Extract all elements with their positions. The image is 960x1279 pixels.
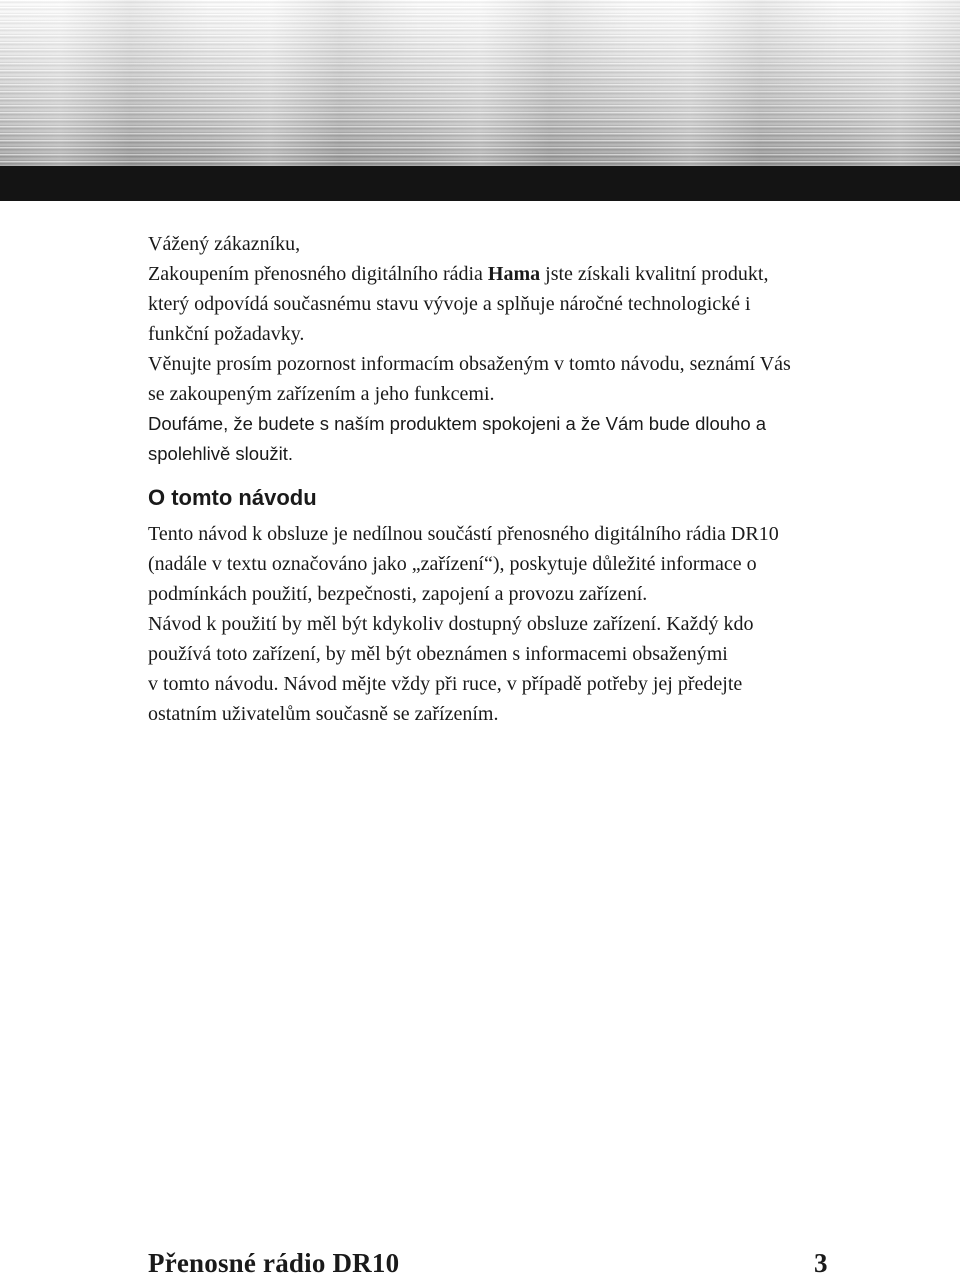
section-line-7: ostatním uživatelům současně se zařízením. — [148, 703, 499, 725]
page-content — [148, 229, 888, 729]
section-body — [148, 519, 888, 729]
intro-line-5: se zakoupeným zařízením a jeho funkcemi. — [148, 383, 495, 405]
section-heading: O tomto návodu — [148, 485, 317, 510]
section-line-2: (nadále v textu označováno jako „zařízení“), poskytuje důležité informace o — [148, 553, 757, 575]
header-metal-band — [0, 0, 960, 166]
intro-line-6: Doufáme, že budete s naším produktem spokojeni a že Vám bude dlouho a — [148, 413, 767, 434]
header-black-bar — [0, 166, 960, 201]
section-line-6: v tomto návodu. Návod mějte vždy při ruce, v případě potřeby jej předejte — [148, 673, 743, 695]
section-line-5: používá toto zařízení, by měl být obeznámen s informacemi obsaženými — [148, 643, 728, 665]
intro-line-1-pre: Zakoupením přenosného digitálního rádia — [148, 263, 488, 285]
intro-line-7: spolehlivě sloužit. — [148, 443, 293, 464]
section-line-3: podmínkách použití, bezpečnosti, zapojení a provozu zařízení. — [148, 583, 648, 605]
salutation: Vážený zákazníku, — [148, 233, 301, 255]
brand-name: Hama — [487, 263, 541, 285]
section-line-4: Návod k použití by měl být kdykoliv dostupný obsluze zařízení. Každý kdo — [148, 613, 754, 635]
greeting-block — [148, 229, 888, 469]
intro-line-2: který odpovídá současnému stavu vývoje a splňuje náročné technologické i — [148, 293, 751, 315]
footer-document-title: Přenosné rádio DR10 — [148, 1248, 400, 1278]
intro-line-4: Věnujte prosím pozornost informacím obsaženým v tomto návodu, seznámí Vás — [148, 353, 791, 375]
intro-line-1 — [148, 259, 888, 289]
intro-line-3: funkční požadavky. — [148, 323, 305, 345]
intro-line-1-post: jste získali kvalitní produkt, — [540, 263, 769, 285]
footer-page-number: 3 — [814, 1248, 828, 1278]
section-line-1: Tento návod k obsluze je nedílnou součástí přenosného digitálního rádia DR10 — [148, 523, 779, 545]
